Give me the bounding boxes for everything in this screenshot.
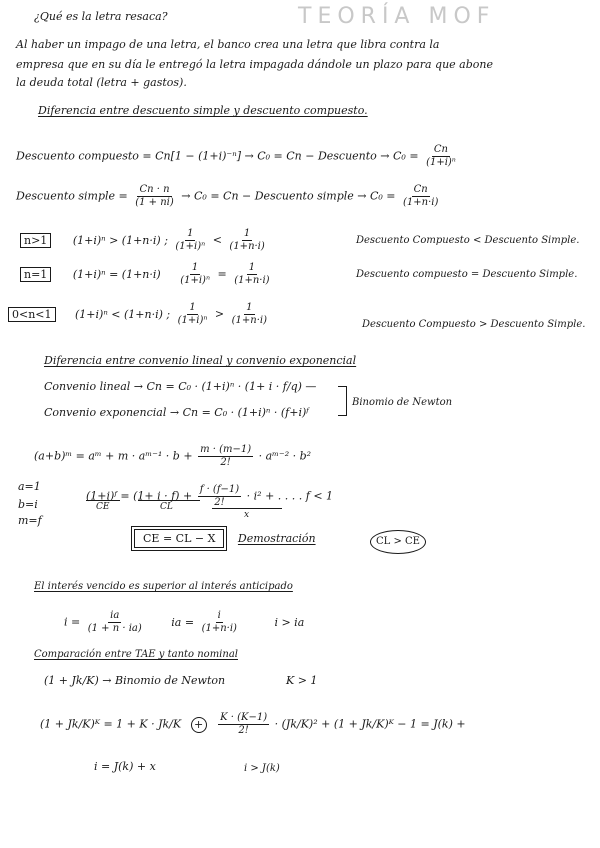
compuesto-formula: Cn[1 − (1+i)⁻ⁿ] → C₀ = Cn − Descuento → — [155, 149, 390, 163]
case-result: Descuento Compuesto < Descuento Simple. — [356, 235, 580, 246]
section3-title: El interés vencido es superior al interés anticipado — [34, 581, 293, 592]
intro-line-1: Al haber un impago de una letra, el banco crea una letra que libra contra la — [16, 38, 440, 51]
intro-line-2: empresa que en su día le entregó la letra impagada dándole un plazo para que abone — [16, 58, 493, 71]
case-result: Descuento Compuesto > Descuento Simple. — [362, 319, 586, 330]
circled-plus-icon: + — [191, 717, 207, 733]
i-fraction: $\frac{ia}{(1 + n \cdot ia)}$ — [87, 610, 142, 634]
var-b: b=i — [18, 498, 38, 511]
demostracion-label: Demostración — [237, 532, 316, 545]
expansion-fraction: $\frac{f \cdot (f-1)}{2!}$ — [199, 484, 240, 508]
interest-row: i = $\frac{ia}{(1 + n \cdot ia)}$ ia = $\frac{i}{(1+n\cdot i)}$ i > ia — [64, 610, 305, 634]
case-fraction-1: $\frac{1}{\text{(1+i)ⁿ}}$ — [175, 228, 206, 252]
tae-line-3b: i > J(k) — [244, 763, 280, 774]
cl-gt-ce-oval: CL > CE — [370, 530, 426, 554]
case-operator: < — [212, 233, 222, 247]
tae-fraction: $\frac{K \cdot (K-1)}{2!}$ — [220, 712, 268, 736]
tae-line-3: i = J(k) + x — [94, 760, 156, 773]
case-fraction-2: $\frac{1}{(1+n\cdot i)}$ — [234, 262, 270, 286]
tae-expansion: (1 + Jk/K)ᴷ = 1 + K · Jk/K + $\frac{K \cdot (K-1)}{2!}$ · (Jk/K)² + (1 + Jk/K)ᴷ − 1 = J(k) + — [40, 712, 466, 736]
k-gt-1: K > 1 — [286, 674, 318, 687]
compuesto-label: Descuento compuesto = — [16, 149, 152, 163]
ghost-title: TEORÍA MOF — [298, 4, 496, 29]
case-inequality: (1+i)ⁿ < (1+n·i) ; — [75, 307, 171, 321]
case-inequality: (1+i)ⁿ > (1+n·i) ; — [72, 233, 168, 247]
case-fraction-1: $\frac{1}{\text{(1+i)ⁿ}}$ — [180, 262, 210, 286]
case-fraction-1: $\frac{1}{\text{(1+i)ⁿ}}$ — [177, 302, 208, 326]
case-tag: 0<n<1 — [8, 307, 56, 322]
ia-fraction: $\frac{i}{(1+n\cdot i)}$ — [201, 610, 237, 634]
var-m: m=f — [18, 514, 42, 527]
question-heading: ¿Qué es la letra resaca? — [34, 10, 168, 23]
case-operator: > — [214, 307, 225, 321]
simple-fraction-2: $\frac{Cn}{(1+n\cdot i)}$ — [403, 184, 439, 208]
label-ce: CE — [96, 502, 110, 512]
case-tag: n=1 — [20, 267, 51, 282]
label-cl: CL — [160, 502, 173, 512]
binomial-formula: (a+b)ᵐ = aᵐ + m · aᵐ⁻¹ · b + $\frac{m \cdot (m-1)}{2!}$ · aᵐ⁻² · b² — [34, 444, 312, 468]
simple-fraction: $\frac{Cn \cdot n}{(1 + ni)}$ — [135, 184, 174, 208]
section1-title: Diferencia entre descuento simple y descuento compuesto. — [38, 104, 368, 117]
expansion-row: (1+i)ᶠ = (1+ i · f) + $\frac{f \cdot (f-1)}{2!}$ · i² + . . . . f < 1 — [86, 484, 334, 508]
case-operator: = — [217, 267, 227, 281]
case-tag: n>1 — [20, 233, 51, 248]
simple-rest: → C₀ = Cn − Descuento simple → C₀ = — [181, 189, 396, 203]
var-a: a=1 — [18, 480, 41, 493]
binomio-label: Binomio de Newton — [352, 397, 453, 408]
case-fraction-2: $\frac{1}{(1+n\cdot i)}$ — [229, 228, 265, 252]
case-fraction-2: $\frac{1}{(1+n\cdot i)}$ — [231, 302, 267, 326]
section4-title: Comparación entre TAE y tanto nominal — [34, 649, 238, 660]
binomial-fraction: $\frac{m \cdot (m-1)}{2!}$ — [200, 444, 252, 468]
case-result: Descuento compuesto = Descuento Simple. — [356, 269, 578, 280]
simple-label: Descuento simple = — [16, 189, 128, 203]
convenio-lineal: Convenio lineal → Cn = C₀ · (1+i)ⁿ · (1+ i · f/q) — — [44, 380, 317, 393]
compuesto-c0: C₀ = — [393, 149, 419, 163]
section2-title: Diferencia entre convenio lineal y convenio exponencial — [44, 354, 357, 367]
compuesto-fraction: $\frac{Cn}{\text{(1+i)ⁿ}}$ — [426, 144, 456, 168]
intro-line-3: la deuda total (letra + gastos). — [16, 76, 187, 89]
i-gt-ia: i > ia — [274, 615, 305, 629]
label-x: x — [244, 510, 250, 520]
case-inequality: (1+i)ⁿ = (1+n·i) — [72, 267, 161, 281]
ce-boxed-equation: CE = CL − X — [134, 529, 224, 548]
convenio-exponencial: Convenio exponencial → Cn = C₀ · (1+i)ⁿ · (f+i)ᶠ — [44, 406, 309, 419]
tae-line-1: (1 + Jk/K) → Binomio de Newton — [44, 674, 226, 687]
